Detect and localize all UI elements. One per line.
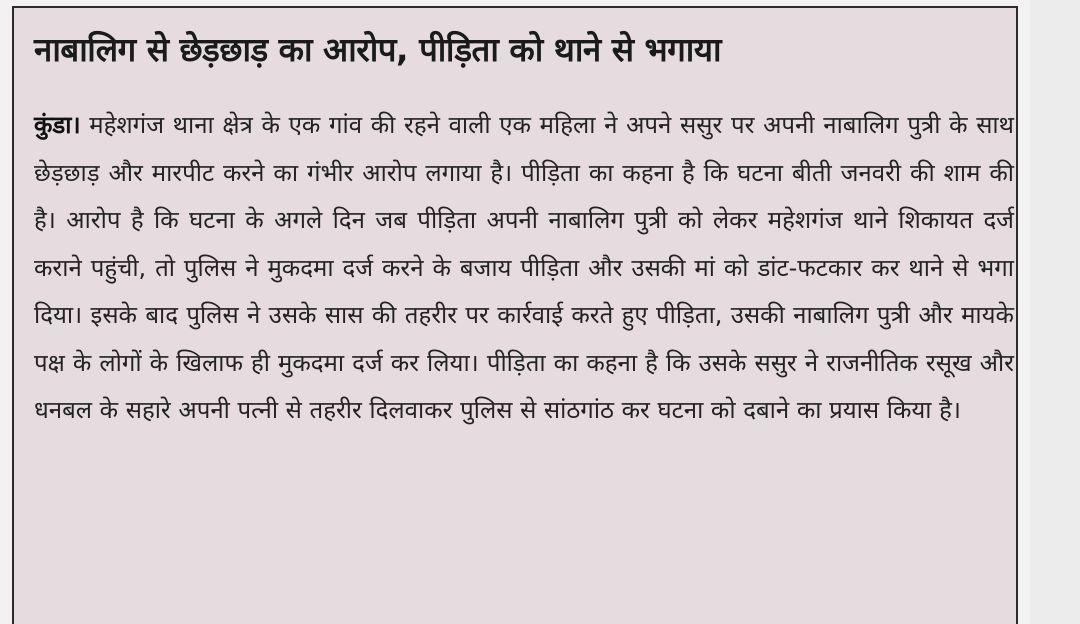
- article-body: [34, 102, 1014, 435]
- article-headline: नाबालिग से छेड़छाड़ का आरोप, पीड़िता को थाने से भगाया: [34, 30, 722, 69]
- article-body-text: महेशगंज थाना क्षेत्र के एक गांव की रहने वाली एक महिला ने अपने ससुर पर अपनी नाबालिग पुत्री के साथ छेड़छाड़ और मारपीट करने का गंभीर आरोप लगाया है। पीड़िता का कहना है कि घटना बीती जनवरी की शाम की है। आरोप है कि घटना के अगले दिन जब पीड़िता अपनी नाबालिग पुत्री को लेकर महेशगंज थाने शिकायत दर्ज कराने पहुंची, तो पुलिस ने मुकदमा दर्ज करने के बजाय पीड़िता और उसकी मां को डांट-फटकार कर थाने से भगा दिया। इसके बाद पुलिस ने उसके सास की तहरीर पर कार्रवाई करते हुए पीड़िता, उसकी नाबालिग पुत्री और मायके पक्ष के लोगों के खिलाफ ही मुकदमा दर्ज कर लिया। पीड़िता का कहना है कि उसके ससुर ने राजनीतिक रसूख और धनबल के सहारे अपनी पत्नी से तहरीर दिलवाकर पुलिस से सांठगांठ कर घटना को दबाने का प्रयास किया है।: [34, 111, 1014, 424]
- article-dateline: कुंडा।: [34, 111, 81, 139]
- adjacent-page-strip: [1030, 0, 1080, 624]
- newspaper-clipping: [12, 6, 1018, 624]
